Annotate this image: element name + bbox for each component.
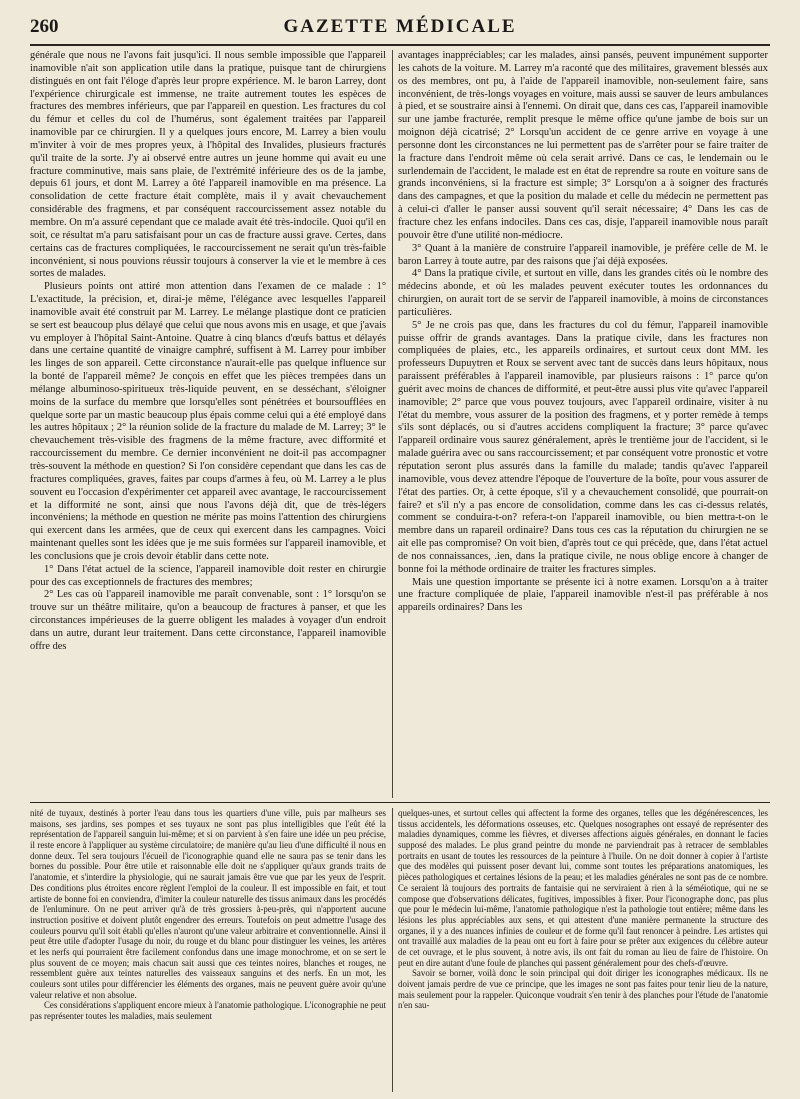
paragraph: 3° Quant à la manière de construire l'appareil inamovible, je préfère celle de M. le baron Larrey à toute autre, par des raisons que j'ai déjà exposées. bbox=[398, 242, 768, 267]
paragraph: Mais une question importante se présente ici à notre examen. Lorsqu'on a à traiter une fracture compliquée de plaie, l'appareil inamovible n'est-il pas préférable à nos appareils ordinaires? Dans les bbox=[398, 576, 768, 614]
journal-title: GAZETTE MÉDICALE bbox=[283, 16, 517, 37]
paragraph: Plusieurs points ont attiré mon attention dans l'examen de ce malade : 1° L'exactitude, la précision, et, dirai-je même, l'élégance avec lesquelles l'appareil inamovible avait été construit par M. Larrey. Le mélange plastique dont ce praticien se sert est beaucoup plus délayé que celui que nous avons mis en usage, et que j'avais vu employer à l'hôpital Saint-Antoine. Quatre à cinq blancs d'œufs battus et délayés dans une certaine quantité de vinaigre camphré, suffisent à M. Larrey pour imbiber les linges de son appareil. Cette circonstance n'aurait-elle pas quelque influence sur la bonté de l'appareil même? Je conçois en effet que les pièces trempées dans un mélange albuminoso-spiritueux très-liquide peuvent, en se desséchant, s'éloigner moins de la surface du membre que lorsqu'elles sont pénétrées et boursoufflées en quelque sorte par un mastic beaucoup plus épais comme celui qui a été employé dans les autres hôpitaux ; 2° la réunion solide de la fracture du malade de M. Larrey; 3° le chevauchement très-visible des fragmens de la même fracture, avec difformité et raccourcissement du membre. Ce dernier inconvénient ne doit-il pas accompagner très-souvent la méthode en question? Si l'on considère cependant que dans les cas de fractures compliquées, graves, faites par coups d'armes à feu, où M. Larrey a le plus souvent eu l'occasion d'expérimenter cet appareil avec avantage, le raccourcissement et la difformité ne sont, ainsi que nous l'avons déjà dit, que de très-légers inconvéniens; la méthode en question ne mérite pas moins l'attention des chirurgiens qui exercent dans les armées, que de ceux qui exercent dans les campagnes. Voici maintenant quelles sont les idées que je me suis formées sur l'appareil inamovible, et les conclusions que je crois devoir établir dans cette note. bbox=[30, 281, 386, 562]
paragraph: avantages inappréciables; car les malades, ainsi pansés, peuvent impunément supporter les cahots de la voiture. M. Larrey m'a raconté que des militaires, gravement blessés aux os des membres, ont pu, à l'aide de l'appareil inamovible, non-seulement faire, sans inconvénient, de très-longs voyages en voiture, mais aussi se sauver de leurs ambulances à pied, et se soustraire ainsi à l'ennemi. On dirait que, dans ces cas, l'appareil inamovible sur une jambe fracturée, remplit presque le même office qu'une jambe de bois sur un moignon déjà cicatrisé; 2° Lorsqu'un accident de ce genre arrive en voyage à une personne dont les circonstances ne lui permettent pas de s'arrêter pour se faire traiter de la fracture dans l'endroit même où cela serait arrivé. Dans ce cas, le lendemain ou le surlendemain de l'accident, le malade est en état de reprendre sa route en voiture sans de grands inconvéniens, si la fracture est simple; 3° Lorsqu'on a à soigner des fracturés dans des campagnes, et que la position du malade et celle du médecin ne permettent pas à celui-ci d'aller le panser aussi souvent qu'il serait nécessaire; 4° Dans les cas de fracture chez les enfans indociles. Dans ces cas, disje, l'appareil inamovible nous paraît pouvoir être d'une utilité non-médiocre. bbox=[398, 50, 768, 241]
paragraph: Ces considérations s'appliquent encore mieux à l'anatomie pathologique. L'iconographie ne peut pas représenter toutes les maladies, mais seulement bbox=[30, 1000, 386, 1022]
paragraph: Savoir se borner, voilà donc le soin principal qui doit diriger les iconographes médicaux. Ils ne doivent jamais perdre de vue ce principe, que les images ne sont pas faites pour tenir lieu de la nature, mais seulement pour la rappeler. Quiconque voudrait s'en tenir à des planches pour l'étude de l'anatomie n'en sau- bbox=[398, 968, 768, 1011]
paragraph: 4° Dans la pratique civile, et surtout en ville, dans les grandes cités où le nombre des médecins abonde, et où les malades peuvent exécuter toutes les ordonnances du chirurgien, on aurait tort de se servir de l'appareil inamovible, à moins de circonstances particulières. bbox=[398, 268, 768, 318]
main-column-right bbox=[398, 50, 768, 798]
column-divider bbox=[392, 808, 393, 1092]
paragraph: 5° Je ne crois pas que, dans les fractures du col du fémur, l'appareil inamovible puisse offrir de grands avantages. Dans la pratique civile, dans les fractures non compliquées de plaies, etc., les appareils ordinaires, et surtout ceux dont MM. les professeurs Dupuytren et Roux se servent avec tant de succès dans leurs hôpitaux, nous paraissent préférables à l'appareil inamovible, par plusieurs raisons : 1° parce qu'on guérit avec moins de chances de difformité, et peut-être aussi plus vite qu'avec l'appareil inamovible; 2° parce que vous pouvez toujours, avec l'appareil ordinaire, visiter à nu l'état du membre, vous assurer de la position des fragmens, et y porter remède à temps s'ils sont déplacés, ou si d'autres accidens compliquent la fracture; 3° parce qu'avec l'appareil ordinaire vous saurez généralement, après le trentième jour de l'accident, si le malade guérira avec ou sans raccourcissement; et par conséquent votre pronostic et votre réputation seront plus assurés dans la famille du malade; tandis qu'avec l'appareil inamovible, vous devez attendre l'époque de l'ouverture de la boîte, pour vous assurer de l'état des parties. Or, à cette époque, s'il y a chevauchement consolidé, que pourrait-on faire? et s'il n'y a pas encore de consolidation, comme dans les cas ci-dessus relatés, comment se conduira-t-on? refera-t-on l'appareil inamovible, ou bien mettra-t-on le membre dans un rapareil ordinaire? Dans tous ces cas la réputation du chirurgien ne se ait elle pas compromise? On voit bien, d'après tout ce qui précède, que, dans l'état actuel de nos connaissances, .ien, dans la pratique civile, ne nous oblige encore à changer de bonne foi la méthode ordinaire de traiter les fractures simples. bbox=[398, 319, 768, 575]
footnote-column-left bbox=[30, 808, 386, 1092]
paragraph: 1° Dans l'état actuel de la science, l'appareil inamovible doit rester en chirurgie pour des cas exceptionnels de fractures des membres; bbox=[30, 563, 386, 588]
page-number: 260 bbox=[30, 16, 59, 37]
footnote-column-right bbox=[398, 808, 768, 1092]
page-header bbox=[30, 14, 770, 46]
column-divider bbox=[392, 50, 393, 798]
footnote-separator bbox=[30, 802, 770, 803]
paragraph: quelques-unes, et surtout celles qui affectent la forme des organes, telles que les dégénérescences, les tissus accidentels, les déformations osseuses, etc. Quelques nosographes ont essayé de représenter des maladies dynamiques, comme les fièvres, et diverses affections aiguës générales, en donnant le facies supposé des malades. Le plus grand peintre du monde ne parviendrait pas à retracer de semblables portraits en usant de toutes les ressources de la peinture à l'huile. On ne doit donner à copier à l'artiste que des modèles qui puissent poser devant lui, comme sont toutes les préparations anatomiques, les pièces pathologiques et certaines lésions de la peau; et les maladies générales ne sont pas de ce nombre. Ce seraient là toujours des portraits de fantaisie qui ne serviraient à rien à la séméiotique, qui ne se compose que d'observations délicates, fugitives, impossibles à fixer. Pour l'iconographe donc, pas plus que pour le médecin lui-même, l'anatomie pathologique n'est la pathologie tout entière; même dans les lésions les plus appréciables aux sens, et qui attestent d'une manière permanente la structure des organes, il y a des nuances infinies de couleur et de forme qu'il faut renoncer à peindre. Les artistes qui ont travaillé aux maladies de la peau ont eu fort à faire pour se prêter aux exigences du célèbre auteur de cet ouvrage, et le plus souvent, à notre avis, ils ont fait du roman au lieu de faire de l'histoire. On peut en dire autant d'une foule de planches qui passent généralement pour des chefs-d'œuvre. bbox=[398, 808, 768, 968]
paragraph: 2° Les cas où l'appareil inamovible me paraît convenable, sont : 1° lorsqu'on se trouve sur un théâtre militaire, qu'on a beaucoup de fractures à panser, et que les circonstances impérieuses de la guerre obligent les malades à voyager d'un endroit dans un autre, durant leur traitement. Dans cette circonstance, l'appareil inamovible offre des bbox=[30, 589, 386, 652]
paragraph: générale que nous ne l'avons fait jusqu'ici. Il nous semble impossible que l'appareil inamovible n'ait son application utile dans la pratique, puisque tant de chirurgiens distingués en ont fait l'éloge d'après leur propre expérience. M. le baron Larrey, dont l'expérience chirurgicale est immense, ne traite autrement toutes les espèces de fractures des membres inférieurs, que par l'appareil en question. Les fractures du col du fémur et celles du col de l'humérus, sont également traitées par l'appareil inamovible par ce chirurgien. Il y a quelques jours encore, M. Larrey a bien voulu m'inviter à voir de mes propres yeux, à l'hôpital des Invalides, plusieurs fracturés qu'il traite de la sorte. J'y ai observé entre autres un jeune homme qui avait eu une fracture comminutive, mais sans plaie, de l'extrémité inférieure des os de la jambe, depuis 61 jours, et dont M. Larrey a ôté l'appareil inamovible en ma présence. La consolidation de cette fracture était complète, mais il y avait chevauchement considérable des fragmens, et par conséquent raccourcissement assez notable du membre. On m'a assuré cependant que ce malade avait été très-indocile. Quoi qu'il en soit, ce résultat m'a paru satisfaisant pour un cas de fracture aussi grave. Certes, dans certains cas de fractures compliquées, le raccourcissement ne serait qu'un très-faible inconvénient, si nous pouvions réussir toujours à conserver la vie et le membre à ces sortes de malades. bbox=[30, 50, 386, 280]
paragraph: nité de tuyaux, destinés à porter l'eau dans tous les quartiers d'une ville, puis par malheurs ses maisons, ses jardins, ses pompes et ses tuyaux ne sont pas plus intelligibles que l'eût été la représentation de l'appareil sanguin lui-même; et si on parvient à s'en faire une idée un peu précise, il reste encore à l'appliquer au système circulatoire; de manière qu'au lieu d'une difficulté il nous en donne deux. Tel sera toujours l'écueil de l'iconographie quand elle ne saura pas se tenir dans les bornes du possible. Pour être utile et raisonnable elle doit ne s'appliquer qu'aux grands traits de l'anatomie, et s'interdire la physiologie, qui ne saurait jamais être vue que par les yeux de l'esprit. Des conditions plus étroites encore règlent l'emploi de la couleur. Il est impossible en fait, et tout artiste de bonne foi en conviendra, d'imiter la couleur naturelle des tissus animaux dans les procédés de l'enluminure. On ne peut arriver qu'à de très grossiers à-peu-près, qui n'apportent aucune instruction positive et doivent plutôt engendrer des erreurs. Toutefois on peut admettre l'usage des couleurs pourvu qu'il soit établi qu'elles n'auront qu'une valeur arbitraire et conventionnelle. Ainsi il peut être utile d'adopter l'usage du noir, du rouge et du blanc pour distinguer les veines, les artères et les nerfs qui pourraient être facilement confondus dans une image monochrome, et on se sert le plus souvent de ce moyen; mais chacun sait aussi que ces teintes noires, blanches et rouges, ne ressemblent guère aux teintes naturelles des vaisseaux sanguins et des nerfs. En un mot, les couleurs sont utiles pour différencier les éléments des organes, mais ne peuvent guère avoir qu'une valeur relative et non absolue. bbox=[30, 808, 386, 1000]
main-column-left bbox=[30, 50, 386, 798]
